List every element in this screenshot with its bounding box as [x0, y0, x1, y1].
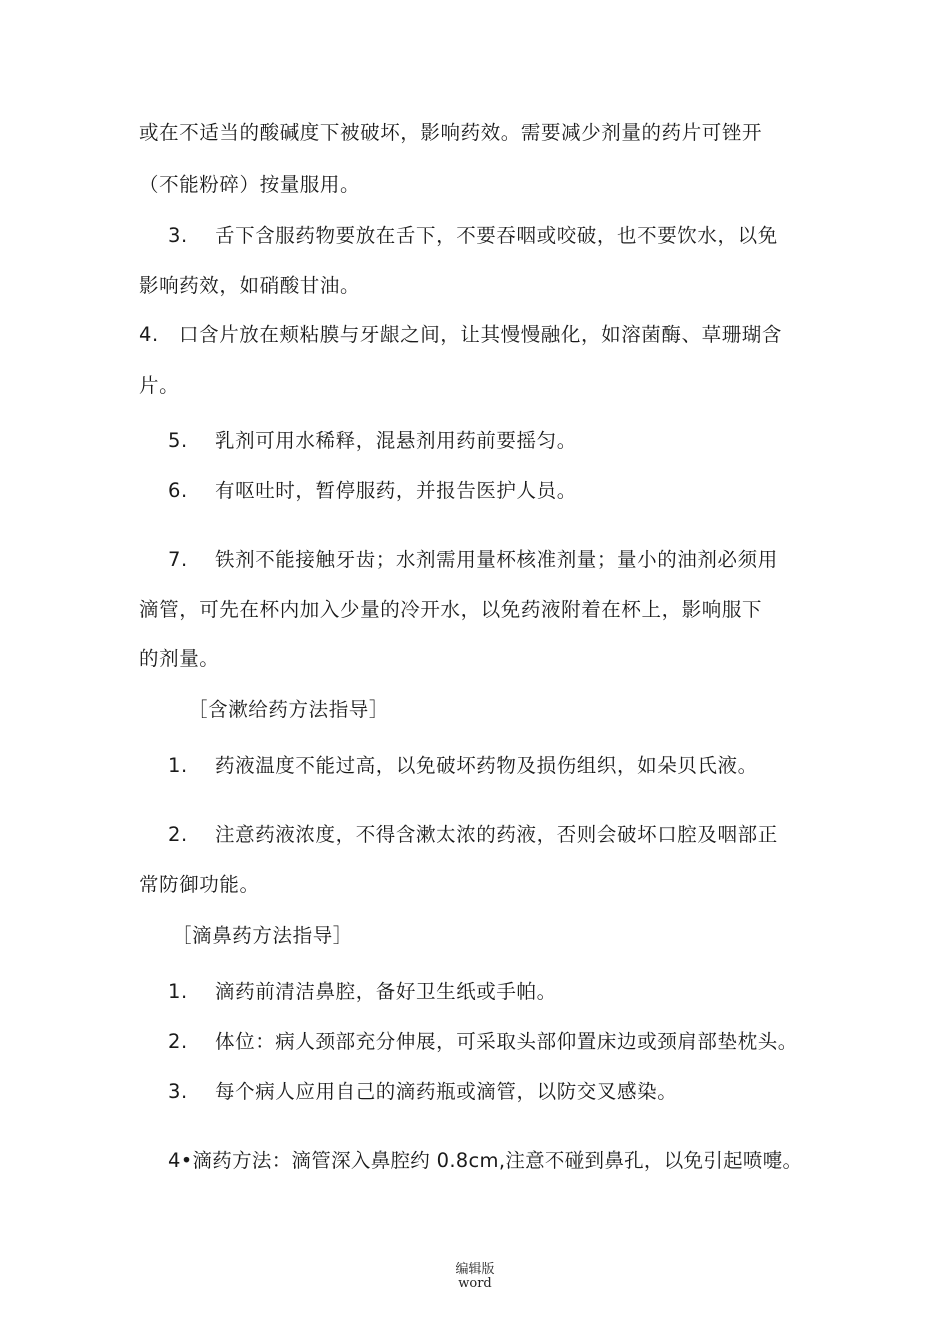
item-number: 4. [139, 323, 159, 346]
section-heading: ［滴鼻药方法指导］ [172, 924, 353, 947]
paragraph-line: 滴管，可先在杯内加入少量的冷开水，以免药液附着在杯上，影响服下 [139, 598, 763, 621]
list-item [168, 427, 577, 455]
section-heading: ［含漱给药方法指导］ [188, 698, 390, 721]
item-number: 1. [168, 980, 188, 1003]
item-text: 体位：病人颈部充分伸展，可采取头部仰置床边或颈肩部垫枕头。 [215, 1030, 798, 1053]
footer-label: 编辑版 [455, 1262, 495, 1277]
paragraph-line: （不能粉碎）按量服用。 [139, 173, 361, 196]
item-number: 1. [168, 754, 188, 777]
item-number: 3. [168, 224, 188, 247]
item-text: 有呕吐时，暂停服药，并报告医护人员。 [215, 479, 577, 502]
paragraph-line: 片。 [139, 374, 180, 397]
paragraph-line: 或在不适当的酸碱度下被破坏，影响药效。需要减少剂量的药片可锉开 [139, 121, 763, 144]
paragraph-line: 的剂量。 [139, 647, 220, 670]
list-item [168, 1028, 798, 1056]
item-number: 5. [168, 429, 188, 452]
footer-sublabel: word [458, 1276, 492, 1291]
item-number: 2. [168, 823, 188, 846]
paragraph-line: 影响药效，如硝酸甘油。 [139, 274, 361, 297]
item-number: 7. [168, 548, 188, 571]
list-item: 4•滴药方法：滴管深入鼻腔约 0.8cm,注意不碰到鼻孔，以免引起喷嚏。 [168, 1149, 803, 1172]
list-item [168, 546, 778, 574]
item-text: 舌下含服药物要放在舌下，不要吞咽或咬破，也不要饮水，以免 [215, 224, 778, 247]
item-number: 2. [168, 1030, 188, 1053]
list-item [139, 321, 782, 349]
list-item [168, 821, 778, 849]
list-item [168, 1078, 677, 1106]
item-number: 6. [168, 479, 188, 502]
item-text: 每个病人应用自己的滴药瓶或滴管，以防交叉感染。 [215, 1080, 678, 1103]
item-text: 乳剂可用水稀释，混悬剂用药前要摇匀。 [215, 429, 577, 452]
item-text: 注意药液浓度，不得含漱太浓的药液，否则会破坏口腔及咽部正 [215, 823, 778, 846]
item-text: 口含片放在颊粘膜与牙龈之间，让其慢慢融化，如溶菌酶、草珊瑚含 [179, 323, 783, 346]
item-text: 药液温度不能过高，以免破坏药物及损伤组织，如朵贝氏液。 [215, 754, 758, 777]
item-text: 滴药前清洁鼻腔，备好卫生纸或手帕。 [215, 980, 557, 1003]
list-item [168, 752, 758, 780]
paragraph-line: 常防御功能。 [139, 873, 260, 896]
list-item [168, 477, 577, 505]
list-item [168, 222, 778, 250]
item-number: 3. [168, 1080, 188, 1103]
list-item [168, 978, 557, 1006]
item-text: 铁剂不能接触牙齿；水剂需用量杯核准剂量；量小的油剂必须用 [215, 548, 778, 571]
